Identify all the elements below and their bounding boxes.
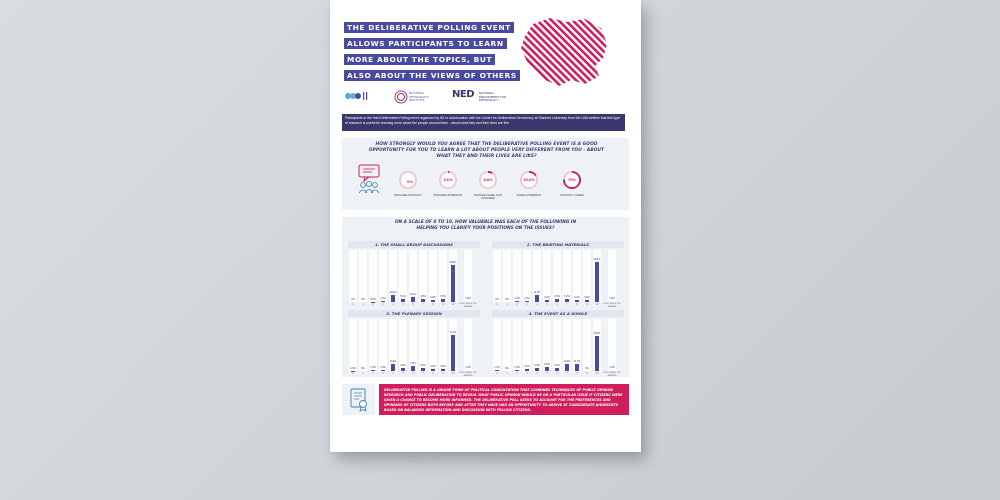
- tick-label: 7: [566, 372, 568, 375]
- tick-label: 0: [352, 372, 354, 375]
- title-line-2: ALLOWS PARTICIPANTS TO LEARN: [344, 38, 507, 49]
- bar: [371, 370, 375, 371]
- bar-column: [533, 250, 541, 302]
- tick-label: 2: [516, 372, 518, 375]
- scale-panel: [492, 241, 624, 311]
- bar: [401, 368, 405, 371]
- bar-value: 0%: [495, 298, 499, 301]
- bar: [451, 265, 455, 302]
- bar-value: 63,3%: [593, 258, 601, 262]
- bar: [441, 299, 445, 302]
- tick-label: 0: [496, 372, 498, 375]
- bar-value: 1,3%: [370, 366, 376, 370]
- dont-know-label: DON'T KNOW / NO ANSWER: [459, 303, 477, 308]
- ndi-logo: [394, 88, 439, 106]
- bar: [391, 364, 395, 371]
- scale-panel: [348, 310, 480, 380]
- tick-label: 0: [496, 303, 498, 306]
- bar: [515, 370, 519, 371]
- agreement-label: DISAGREE SOMEWHAT: [433, 194, 463, 197]
- bar-value: 3,2%: [544, 296, 550, 299]
- bar-column: [369, 250, 377, 302]
- bar-column: [523, 250, 531, 302]
- ned-logo-mark: NED: [452, 89, 475, 100]
- bar-column: [493, 319, 501, 371]
- footer-text: DELIBERATIVE POLLING IS A UNIQUE FORM OF POLITICAL CONSULTATION THAT COMBINES TECHNIQUES OF PUBLIC OPINION RESEARCH AND PUBLIC DELIBERATION TO REVEAL WHAT PUBLIC OPINION WOULD BE ON A PARTICULAR ISSUE IF CITIZENS WERE GIVEN A CHANCE TO BECOME MORE INFORMED. THE DELIBERATIVE POLL SEEKS TO ACCOUNT FOR THE PREFERENCES AND OPINIONS OF CITIZENS BOTH BEFORE AND AFTER THEY HAVE HAD AN OPPORTUNITY TO ARRIVE AT CONSIDERATE JUDGMENTS BASED ON BALANCED INFORMATION AND DISCUSSION WITH FELLOW CITIZENS.: [379, 384, 629, 415]
- bar-value: 10,4%: [563, 360, 571, 364]
- dont-know-column: [464, 319, 472, 371]
- bar-value: 5,1%: [400, 294, 406, 298]
- bar-column: [563, 250, 571, 302]
- bar: [411, 297, 415, 302]
- tick-label: 3: [526, 303, 528, 306]
- bar-value: 1,9%: [380, 365, 386, 369]
- tick-label: 5: [546, 303, 548, 306]
- bar-column: [439, 319, 447, 371]
- bar-value: 7,8%: [410, 362, 416, 366]
- bar: [565, 299, 569, 302]
- tick-label: 4: [536, 303, 538, 306]
- bar: [525, 369, 529, 371]
- tick-label: 6: [412, 303, 414, 306]
- bar: [381, 370, 385, 371]
- tick-label: 7: [422, 303, 424, 306]
- bar-value: 57,1%: [449, 331, 457, 335]
- idi-logo: [344, 90, 372, 102]
- bar: [431, 300, 435, 302]
- bar: [575, 364, 579, 371]
- bar-column: [419, 319, 427, 371]
- hatched-map-illustration: [515, 14, 610, 89]
- tick-label: 6: [556, 303, 558, 306]
- bar-value: 11,7%: [573, 359, 581, 363]
- bar: [515, 301, 519, 302]
- dont-know-value: 1,9%: [609, 297, 615, 300]
- bar-value: 4,5%: [420, 295, 426, 299]
- question-scale: ON A SCALE OF 0 TO 10, HOW VALUABLE WAS EACH OF THE FOLLOWING IN HELPING YOU CLARIFY YOUR POSITIONS ON THE ISSUES?: [394, 220, 577, 231]
- bar-column: [359, 319, 367, 371]
- bar-value: 0%: [361, 298, 365, 301]
- tick-label: 10: [595, 372, 599, 375]
- footer-icon-box: [342, 384, 375, 415]
- bar-value: 11,7%: [533, 290, 541, 294]
- tick-label: 10: [595, 303, 599, 306]
- tick-label: 6: [556, 372, 558, 375]
- tick-label: 1: [506, 372, 508, 375]
- panel-bars: [492, 250, 624, 311]
- bar-value: 8,1%: [410, 292, 416, 296]
- tick-label: 3: [382, 372, 384, 375]
- tick-label: 2: [372, 303, 374, 306]
- bar-value: 6,5%: [544, 362, 550, 366]
- tick-label: 5: [402, 303, 404, 306]
- bar-column: [349, 319, 357, 371]
- tick-label: 8: [432, 372, 434, 375]
- bar: [381, 301, 385, 302]
- bar: [545, 300, 549, 302]
- tick-label: 8: [576, 372, 578, 375]
- dont-know-label: DON'T KNOW / NO ANSWER: [459, 372, 477, 377]
- title-line-3: MORE ABOUT THE TOPICS, BUT: [344, 54, 495, 65]
- tick-label: 8: [576, 303, 578, 306]
- dont-know-column: [608, 250, 616, 302]
- agreement-value: 8,8%: [483, 177, 493, 182]
- panel-bars: [492, 319, 624, 380]
- tick-label: 9: [586, 303, 588, 306]
- tick-label: 10: [451, 372, 455, 375]
- panel-title: 3. THE PLENARY SESSION: [348, 310, 480, 317]
- bar: [595, 262, 599, 302]
- bar-value: 3,9%: [430, 295, 436, 299]
- bar-value: 1,3%: [494, 366, 500, 370]
- tick-label: 3: [382, 303, 384, 306]
- bar-value: 3,9%: [584, 295, 590, 299]
- agreement-label: AGREE SOMEWHAT: [516, 194, 542, 197]
- panel-bars: [348, 250, 480, 311]
- bar-value: 1,9%: [524, 296, 530, 300]
- agreement-value: 15,6%: [523, 177, 535, 182]
- title-line-4: ALSO ABOUT THE VIEWS OF OTHERS: [344, 70, 520, 81]
- tick-label: 7: [566, 303, 568, 306]
- tick-label: 2: [516, 303, 518, 306]
- bar-column: [493, 250, 501, 302]
- bar-value: 58,8%: [449, 261, 457, 265]
- bar-column: [503, 250, 511, 302]
- bar-column: [439, 250, 447, 302]
- bar: [495, 370, 499, 371]
- people-speech-icon: [356, 164, 382, 194]
- agreement-label: STRONGLY AGREE: [560, 194, 584, 197]
- dont-know-column: [464, 250, 472, 302]
- bar-column: [449, 250, 457, 302]
- tick-label: 9: [442, 303, 444, 306]
- bar: [565, 364, 569, 371]
- bar-column: [573, 250, 581, 302]
- tick-label: 9: [442, 372, 444, 375]
- bar-value: 5,5%: [440, 294, 446, 298]
- bar: [401, 299, 405, 302]
- agreement-value: 0%: [407, 179, 413, 184]
- scale-panel: [348, 241, 480, 311]
- agreement-ring: [399, 171, 417, 189]
- panel-title: 1. THE SMALL GROUP DISCUSSIONS: [348, 241, 480, 248]
- bar: [421, 299, 425, 302]
- title-line-1: THE DELIBERATIVE POLLING EVENT: [344, 22, 514, 33]
- tick-label: 1: [362, 372, 364, 375]
- dont-know-value: 1,3%: [465, 366, 471, 369]
- bar-column: [503, 319, 511, 371]
- bar-value: 5,2%: [420, 363, 426, 367]
- bar-value: 5,2%: [564, 294, 570, 298]
- agreement-ring: [520, 171, 538, 189]
- bar-value: 5,2%: [554, 363, 560, 367]
- tick-label: 5: [546, 372, 548, 375]
- bar-value: 0%: [585, 367, 589, 370]
- question-agreement: HOW STRONGLY WOULD YOU AGREE THAT THE DELIBERATIVE POLLING EVENT IS A GOOD OPPORTUNITY FOR YOU TO LEARN A LOT ABOUT PEOPLE VERY DIFFERENT FROM YOU - ABOUT WHAT THEY AND THEIR LIVES ARE LIKE?: [368, 142, 605, 159]
- bar-value: 3,2%: [574, 296, 580, 299]
- bar-column: [369, 319, 377, 371]
- intro-text: Participants in the third Deliberative Polling event organized by IDI in collaboration with the Center for Deliberative Democracy at Stanford University from the USA believe that this type of research is useful for learning more about the people around them - about what they and their lives are like.: [342, 114, 625, 131]
- scale-panel: [492, 310, 624, 380]
- tick-label: 4: [536, 372, 538, 375]
- tick-label: 8: [432, 303, 434, 306]
- bar-value: 4,5%: [400, 364, 406, 368]
- dont-know-value: 1,3%: [609, 366, 615, 369]
- agreement-label: DISAGREE STRONGLY: [393, 194, 423, 197]
- bar: [421, 368, 425, 371]
- bar-value: 1,3%: [514, 297, 520, 301]
- panel-bars: [348, 319, 480, 380]
- agreement-ring: [563, 171, 581, 189]
- tick-label: 7: [422, 372, 424, 375]
- bar: [441, 369, 445, 371]
- tick-label: 0: [352, 303, 354, 306]
- bar: [411, 366, 415, 371]
- agreement-label: NEITHER AGREE NOR DISAGREE: [474, 194, 502, 200]
- bar-column: [593, 319, 601, 371]
- dont-know-column: [608, 319, 616, 371]
- bar-value: 1,9%: [380, 296, 386, 300]
- dont-know-value: 1,9%: [465, 297, 471, 300]
- tick-label: 4: [392, 303, 394, 306]
- bar: [585, 300, 589, 302]
- bar-value: 1,3%: [514, 366, 520, 370]
- poster: [330, 0, 641, 452]
- bar-value: 0%: [505, 367, 509, 370]
- bar-column: [513, 319, 521, 371]
- dont-know-label: DON'T KNOW / NO ANSWER: [603, 303, 621, 308]
- bar-column: [449, 319, 457, 371]
- ned-logo: [452, 89, 532, 105]
- ndi-logo-text: NATIONAL DEMOCRATIC INSTITUTE: [409, 91, 429, 102]
- bar-column: [349, 250, 357, 302]
- bar-value: 4,5%: [534, 364, 540, 368]
- bar-column: [593, 250, 601, 302]
- bar: [535, 295, 539, 302]
- bar-column: [359, 250, 367, 302]
- bar: [595, 336, 599, 372]
- bar-column: [573, 319, 581, 371]
- bar: [535, 368, 539, 371]
- panel-title: 2. THE BRIEFING MATERIALS: [492, 241, 624, 248]
- bar: [525, 301, 529, 302]
- bar: [431, 369, 435, 371]
- panel-title: 4. THE EVENT AS A WHOLE: [492, 310, 624, 317]
- agreement-value: 76%: [567, 177, 576, 182]
- bar-value: 2,6%: [524, 365, 530, 369]
- bar-value: 56,5%: [593, 331, 601, 335]
- tick-label: 1: [362, 303, 364, 306]
- logo-row: [344, 88, 534, 106]
- bar-value: 3,9%: [440, 364, 446, 368]
- tick-label: 10: [451, 303, 455, 306]
- agreement-section: [342, 138, 629, 210]
- tick-label: 2: [372, 372, 374, 375]
- tick-label: 4: [392, 372, 394, 375]
- bar-column: [583, 319, 591, 371]
- bar-value: 0%: [361, 367, 365, 370]
- certificate-icon: [349, 388, 369, 412]
- bar: [545, 367, 549, 371]
- bar-value: 3,9%: [430, 364, 436, 368]
- agreement-ring: [479, 171, 497, 189]
- agreement-value: 2,6%: [443, 177, 453, 182]
- bar-value: 10,4%: [389, 360, 397, 364]
- tick-label: 3: [526, 372, 528, 375]
- bar-value: 0,6%: [370, 297, 376, 301]
- tick-label: 9: [586, 372, 588, 375]
- bar-column: [563, 319, 571, 371]
- bar: [391, 295, 395, 302]
- bar: [451, 335, 455, 371]
- bar-value: 0%: [505, 298, 509, 301]
- agreement-ring: [439, 171, 457, 189]
- dont-know-label: DON'T KNOW / NO ANSWER: [603, 372, 621, 377]
- bar-column: [419, 250, 427, 302]
- ned-logo-text: NATIONAL ENDOWMENT FOR DEMOCRACY: [479, 91, 507, 102]
- bar-value: 0,6%: [350, 366, 356, 370]
- bar-value: 10,4%: [389, 291, 397, 295]
- bar: [555, 368, 559, 371]
- tick-label: 6: [412, 372, 414, 375]
- tick-label: 5: [402, 372, 404, 375]
- bar-value: 0%: [351, 298, 355, 301]
- tick-label: 1: [506, 303, 508, 306]
- bar-value: 4,5%: [554, 295, 560, 299]
- scale-section: [342, 217, 629, 377]
- bar-column: [429, 319, 437, 371]
- bar: [555, 299, 559, 302]
- bar: [575, 300, 579, 302]
- bar-column: [513, 250, 521, 302]
